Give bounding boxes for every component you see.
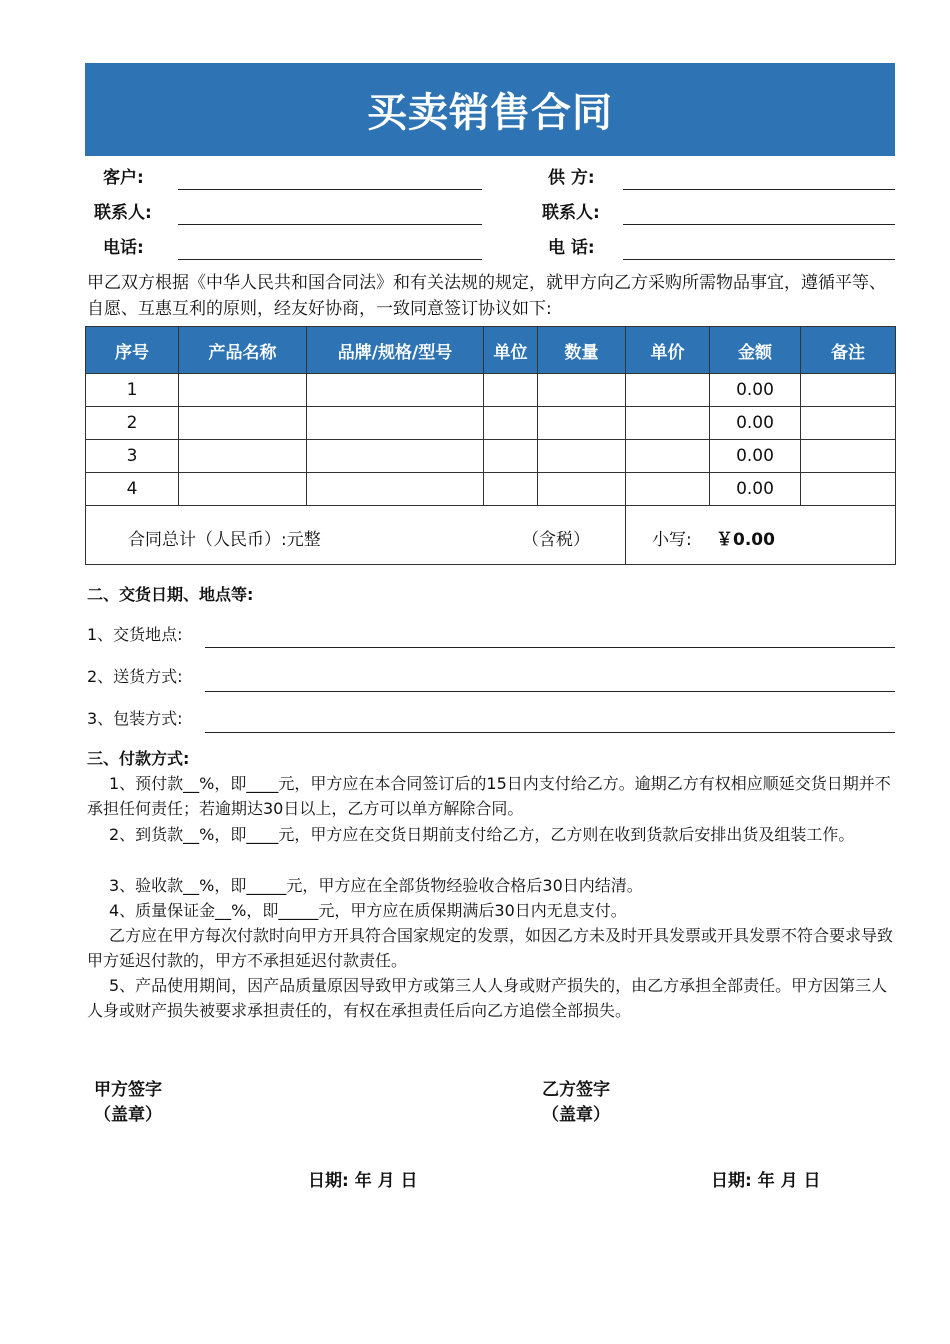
party-a-date: 日期: 年 月 日 <box>308 1171 418 1191</box>
cell-amount: 0.00 <box>710 473 801 506</box>
intro-paragraph: 甲乙双方根据《中华人民共和国合同法》和有关法规的规定，就甲方向乙方采购所需物品事宜，遵循平等、自愿、互惠互利的原则，经友好协商，一致同意签订协议如下: <box>87 273 886 319</box>
page-title: 买卖销售合同 <box>367 90 613 136</box>
cell-product[interactable] <box>179 374 307 407</box>
cell-product[interactable] <box>179 440 307 473</box>
liability-clause: 5、产品使用期间，因产品质量原因导致甲方或第三人人身或财产损失的，由乙方承担全部责任。甲方因第三人人身或财产损失被要求承担责任的，有权在承担责任后向乙方追偿全部损失。 <box>87 976 888 1020</box>
row-number: 1 <box>86 374 179 407</box>
cell-unit[interactable] <box>484 473 538 506</box>
cell-price[interactable] <box>626 440 710 473</box>
cell-amount: 0.00 <box>710 374 801 407</box>
column-header: 单位 <box>484 327 538 374</box>
small-total-cell <box>626 506 896 565</box>
column-header: 数量 <box>538 327 626 374</box>
section3-heading: 三、付款方式: <box>87 749 190 768</box>
section2-heading: 二、交货日期、地点等: <box>87 585 254 604</box>
cell-unit[interactable] <box>484 440 538 473</box>
tax-note: （含税） <box>522 530 590 550</box>
payment-clause: 2、到货款__%，即____元，甲方应在交货日期前支付给乙方，乙方则在收到货款后安排出货及组装工作。 <box>109 825 855 844</box>
table-row <box>86 374 896 407</box>
column-header: 备注 <box>801 327 896 374</box>
delivery-method-field[interactable] <box>205 691 895 692</box>
cell-price[interactable] <box>626 407 710 440</box>
column-header: 金额 <box>710 327 801 374</box>
small-value: ￥0.00 <box>716 530 775 550</box>
contact-label-right: 联系人: <box>542 203 600 223</box>
items-table <box>85 326 896 565</box>
cell-spec[interactable] <box>307 407 484 440</box>
delivery-location-field[interactable] <box>205 647 895 648</box>
customer-field[interactable] <box>178 189 482 190</box>
phone-label-left: 电话: <box>103 238 144 258</box>
delivery-method-label: 2、送货方式: <box>87 667 183 686</box>
cell-product[interactable] <box>179 473 307 506</box>
contact-label-left: 联系人: <box>94 203 152 223</box>
customer-label: 客户: <box>103 168 144 188</box>
row-number: 3 <box>86 440 179 473</box>
payment-clause: 4、质量保证金__%，即_____元，甲方应在质保期满后30日内无息支付。 <box>109 901 627 920</box>
phone-field-left[interactable] <box>178 259 482 260</box>
cell-unit[interactable] <box>484 374 538 407</box>
cell-amount: 0.00 <box>710 407 801 440</box>
contact-field-left[interactable] <box>178 224 482 225</box>
cell-note[interactable] <box>801 473 896 506</box>
table-row <box>86 407 896 440</box>
payment-clause: 1、预付款__%，即____元，甲方应在本合同签订后的15日内支付给乙方。逾期乙方有权相应顺延交货日期并不承担任何责任；若逾期达30日以上，乙方可以单方解除合同。 <box>87 774 891 818</box>
cell-note[interactable] <box>801 440 896 473</box>
cell-amount: 0.00 <box>710 440 801 473</box>
cell-note[interactable] <box>801 407 896 440</box>
small-label: 小写: <box>652 530 692 550</box>
total-row <box>86 506 896 565</box>
row-number: 4 <box>86 473 179 506</box>
packaging-field[interactable] <box>205 732 895 733</box>
phone-label-right: 电 话: <box>548 238 595 258</box>
column-header: 产品名称 <box>179 327 307 374</box>
cell-qty[interactable] <box>538 407 626 440</box>
packaging-label: 3、包装方式: <box>87 709 183 728</box>
cell-qty[interactable] <box>538 440 626 473</box>
invoice-clause: 乙方应在甲方每次付款时向甲方开具符合国家规定的发票，如因乙方未及时开具发票或开具发票不符合要求导致甲方延迟付款的，甲方不承担延迟付款责任。 <box>87 926 894 970</box>
party-b-seal-label: （盖章） <box>542 1105 610 1125</box>
column-header: 单价 <box>626 327 710 374</box>
cell-qty[interactable] <box>538 374 626 407</box>
contact-field-right[interactable] <box>623 224 895 225</box>
cell-spec[interactable] <box>307 473 484 506</box>
cell-price[interactable] <box>626 473 710 506</box>
cell-qty[interactable] <box>538 473 626 506</box>
column-header: 品牌/规格/型号 <box>307 327 484 374</box>
table-row <box>86 473 896 506</box>
cell-unit[interactable] <box>484 407 538 440</box>
table-row <box>86 440 896 473</box>
phone-field-right[interactable] <box>623 259 895 260</box>
cell-spec[interactable] <box>307 374 484 407</box>
party-a-seal-label: （盖章） <box>94 1105 162 1125</box>
supplier-field[interactable] <box>623 189 895 190</box>
title-banner <box>85 63 895 156</box>
delivery-location-label: 1、交货地点: <box>87 625 183 644</box>
cell-spec[interactable] <box>307 440 484 473</box>
supplier-label: 供 方: <box>548 168 595 188</box>
total-label: 合同总计（人民币）:元整 <box>128 530 321 550</box>
cell-note[interactable] <box>801 374 896 407</box>
party-a-signature-label: 甲方签字 <box>94 1080 162 1100</box>
cell-price[interactable] <box>626 374 710 407</box>
column-header: 序号 <box>86 327 179 374</box>
total-cell <box>86 506 626 565</box>
cell-product[interactable] <box>179 407 307 440</box>
party-b-signature-label: 乙方签字 <box>542 1080 610 1100</box>
table-header-row <box>86 327 896 374</box>
party-b-date: 日期: 年 月 日 <box>711 1171 821 1191</box>
payment-clause: 3、验收款__%，即_____元，甲方应在全部货物经验收合格后30日内结清。 <box>109 876 643 895</box>
row-number: 2 <box>86 407 179 440</box>
